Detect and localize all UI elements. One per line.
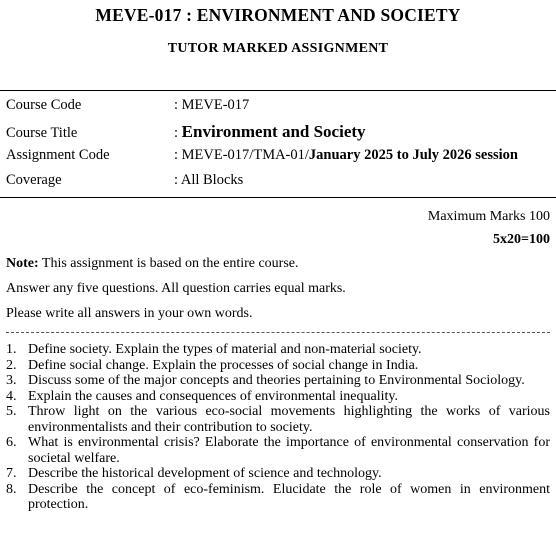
question-text: Describe the concept of eco-feminism. Elucidate the role of women in environment protection. (28, 481, 550, 512)
assignment-code-prefix: : MEVE-017/TMA-01/ (174, 147, 309, 163)
question-item (6, 404, 550, 435)
top-divider (0, 90, 556, 91)
instruction-line-1: Answer any five questions. All question carries equal marks. (6, 281, 346, 296)
assignment-code-label: Assignment Code (6, 147, 110, 163)
question-item (6, 373, 550, 389)
question-number: 1. (6, 342, 17, 357)
question-item (6, 435, 550, 466)
course-code-row (6, 97, 550, 122)
note-line (6, 254, 550, 279)
course-title-prefix: : (174, 125, 182, 141)
question-number: 6. (6, 435, 17, 450)
course-title-value: Environment and Society (181, 122, 366, 141)
marks-breakdown: 5x20=100 (493, 232, 550, 247)
question-number: 8. (6, 481, 17, 497)
coverage-value: : All Blocks (174, 172, 244, 188)
course-title-row (6, 122, 550, 147)
dashed-separator (6, 332, 550, 333)
note-text: This assignment is based on the entire course. (38, 256, 299, 271)
question-text: Discuss some of the major concepts and theories pertaining to Environmental Sociology. (28, 373, 525, 388)
question-text: What is environmental crisis? Elaborate the importance of environmental conservation for societal welfare. (28, 435, 550, 466)
question-item (6, 342, 550, 358)
question-number: 3. (6, 373, 17, 388)
question-text: Explain the causes and consequences of environmental inequality. (28, 388, 398, 404)
course-code-label: Course Code (6, 97, 82, 113)
assignment-code-row (6, 147, 550, 172)
question-item (6, 389, 550, 405)
question-text: Define society. Explain the types of material and non-material society. (28, 342, 422, 357)
maximum-marks: Maximum Marks 100 (427, 209, 550, 224)
assignment-session: January 2025 to July 2026 session (308, 147, 518, 163)
document-subtitle: TUTOR MARKED ASSIGNMENT (167, 41, 389, 56)
question-list (6, 342, 550, 513)
course-title-value-wrap (174, 122, 550, 142)
question-item (6, 466, 550, 482)
question-text: Define social change. Explain the processes of social change in India. (28, 357, 419, 373)
notes-block (6, 254, 550, 329)
document-title: MEVE-017 : ENVIRONMENT AND SOCIETY (95, 5, 461, 25)
bottom-divider (0, 197, 556, 198)
question-text: Throw light on the various eco-social movements highlighting the works of various environmentalists and their contribution to society. (28, 404, 550, 435)
coverage-row (6, 172, 550, 197)
question-item (6, 482, 550, 513)
marks-block (428, 205, 550, 251)
question-text: Describe the historical development of science and technology. (28, 466, 382, 481)
note-label: Note: (6, 256, 39, 271)
assignment-code-value-wrap (174, 147, 550, 164)
question-number: 5. (6, 404, 17, 419)
course-title-label: Course Title (6, 125, 78, 141)
coverage-label: Coverage (6, 172, 62, 188)
question-item (6, 358, 550, 374)
question-number: 7. (6, 466, 17, 481)
instruction-line-2: Please write all answers in your own words. (6, 306, 253, 321)
course-code-value: : MEVE-017 (174, 97, 250, 113)
question-number: 2. (6, 357, 17, 373)
course-info-block (6, 97, 550, 197)
question-number: 4. (6, 388, 17, 404)
